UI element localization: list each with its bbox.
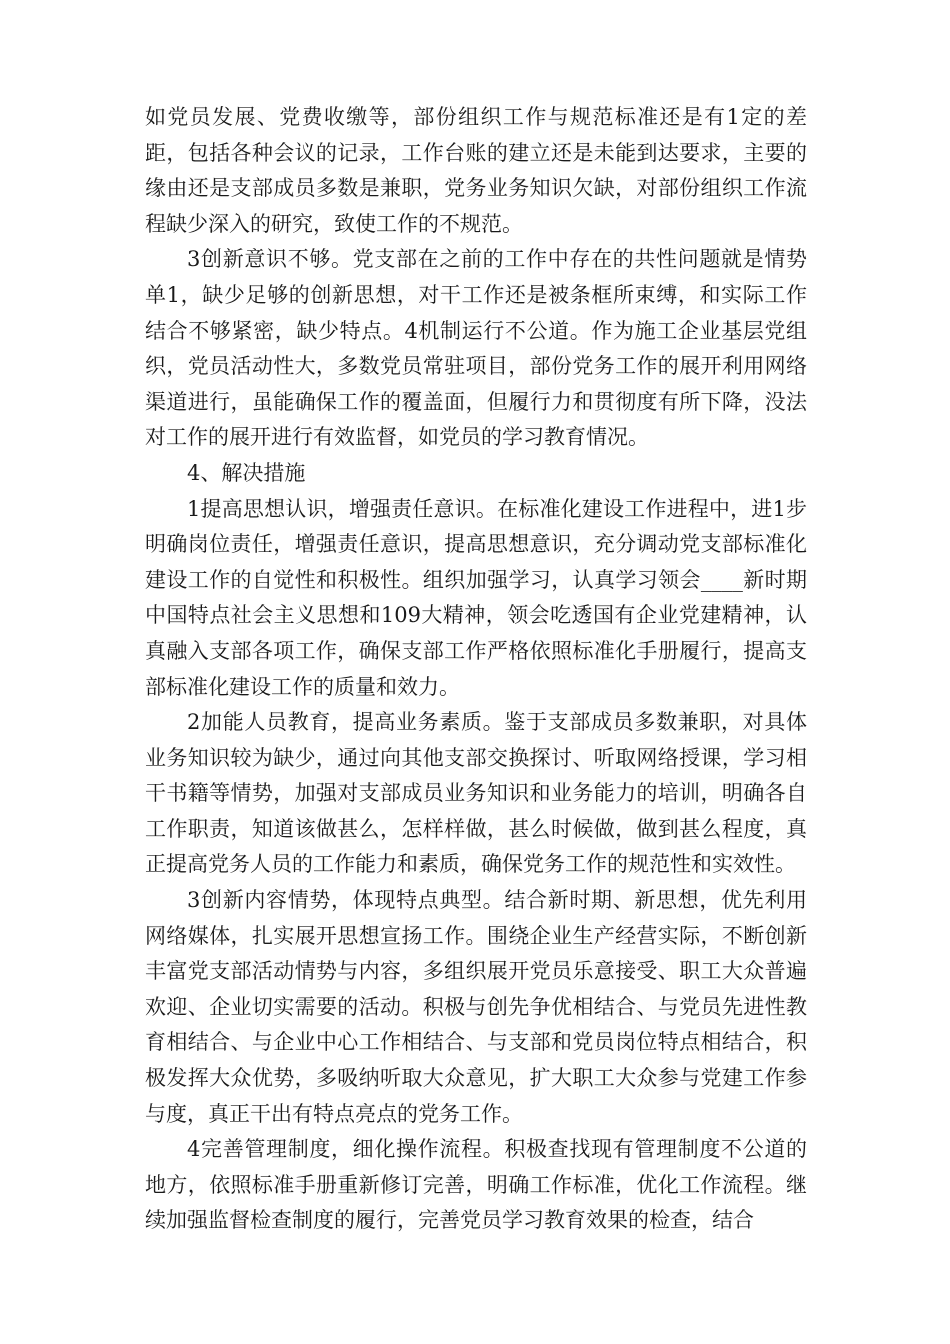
paragraph-measure-1: 1提高思想认识，增强责任意识。在标准化建设工作进程中，进1步明确岗位责任，增强责任意识，提高思想意识，充分调动党支部标准化建设工作的自觉性和积极性。组织加强学习，认真学习领会____新时期中国特点社会主义思想和109大精神，领会吃透国有企业党建精神，认真融入支部各项工作，确保支部工作严格依照标准化手册履行，提高支部标准化建设工作的质量和效力。 (145, 496, 807, 699)
paragraph-measure-2: 2加能人员教育，提高业务素质。鉴于支部成员多数兼职，对具体业务知识较为缺少，通过向其他支部交换探讨、听取网络授课，学习相干书籍等情势，加强对支部成员业务知识和业务能力的培训，明确各自工作职责，知道该做甚么，怎样样做，甚么时候做，做到甚么程度，真正提高党务人员的工作能力和素质，确保党务工作的规范性和实效性。 (145, 710, 807, 877)
paragraph-measure-3: 3创新内容情势，体现特点典型。结合新时期、新思想，优先利用网络媒体，扎实展开思想宣扬工作。围绕企业生产经营实际，不断创新丰富党支部活动情势与内容，多组织展开党员乐意接受、职工大众普遍欢迎、企业切实需要的活动。积极与创先争优相结合、与党员先进性教育相结合、与企业中心工作相结合、与支部和党员岗位特点相结合，积极发挥大众优势，多吸纳听取大众意见，扩大职工大众参与党建工作参与度，真正干出有特点亮点的党务工作。 (145, 888, 807, 1126)
section-heading-solutions: 4、解决措施 (187, 460, 306, 485)
paragraph-innovation-awareness: 3创新意识不够。党支部在之前的工作中存在的共性问题就是情势单1，缺少足够的创新思想，对干工作还是被条框所束缚，和实际工作结合不够紧密，缺少特点。4机制运行不公道。作为施工企业基层党组织，党员活动性大，多数党员常驻项目，部份党务工作的展开利用网络渠道进行，虽能确保工作的覆盖面，但履行力和贯彻度有所下降，没法对工作的展开进行有效监督，如党员的学习教育情况。 (145, 247, 807, 450)
document-page (145, 100, 807, 1239)
paragraph-measure-4: 4完善管理制度，细化操作流程。积极查找现有管理制度不公道的地方，依照标准手册重新修订完善，明确工作标准，优化工作流程。继续加强监督检查制度的履行，完善党员学习教育效果的检查，结合 (145, 1137, 807, 1233)
paragraph-continuation: 如党员发展、党费收缴等，部份组织工作与规范标准还是有1定的差距，包括各种会议的记录，工作台账的建立还是未能到达要求，主要的缘由还是支部成员多数是兼职，党务业务知识欠缺，对部份组织工作流程缺少深入的研究，致使工作的不规范。 (145, 105, 807, 236)
